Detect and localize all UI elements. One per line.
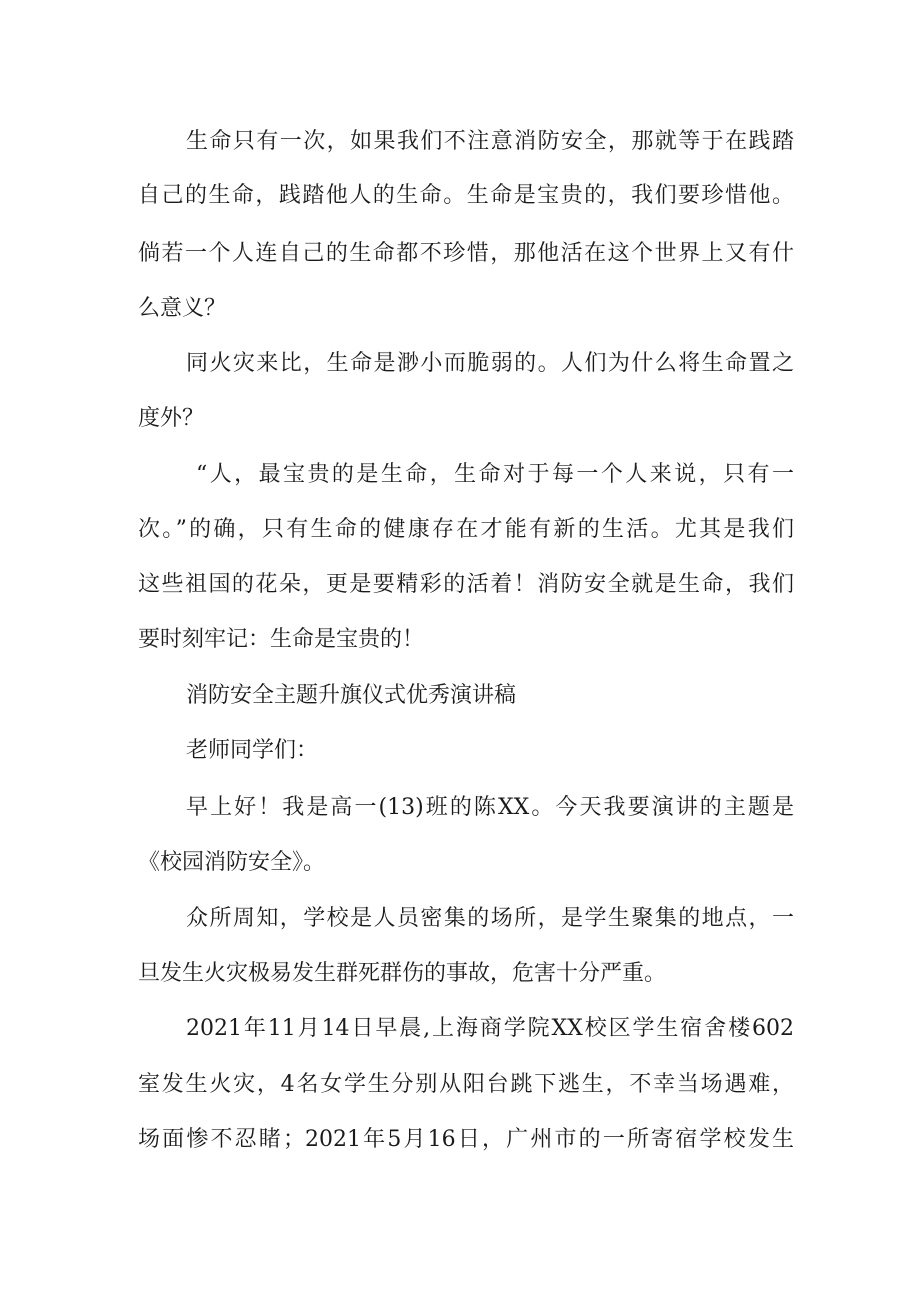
paragraph-3-line-4: 要时刻牢记：生命是宝贵的！ (138, 627, 425, 652)
paragraph-6-line-2: 《校园消防安全》。 (138, 850, 326, 875)
paragraph-1-line-3: 倘若一个人连自己的生命都不珍惜，那他活在这个世界上又有什 (138, 241, 794, 266)
paragraph-1-line-1: 生命只有一次，如果我们不注意消防安全，那就等于在践踏 (186, 129, 794, 154)
paragraph-8-line-2: 室发生火灾，4名女学生分别从阳台跳下逃生，不幸当场遇难， (138, 1072, 794, 1097)
paragraph-1-line-4: 么意义？ (138, 296, 227, 321)
paragraph-6-line-1: 早上好！我是高一(13)班的陈XX。今天我要演讲的主题是 (186, 795, 794, 820)
paragraph-3-line-2: 次。”的确，只有生命的健康存在才能有新的生活。尤其是我们 (138, 517, 794, 542)
paragraph-8-line-1: 2021年11月14日早晨,上海商学院XX校区学生宿舍楼602 (186, 1016, 794, 1041)
paragraph-7-line-1: 众所周知，学校是人员密集的场所，是学生聚集的地点，一 (186, 906, 794, 931)
paragraph-2-line-1: 同火灾来比，生命是渺小而脆弱的。人们为什么将生命置之 (186, 351, 794, 376)
salutation: 老师同学们： (186, 738, 319, 763)
paragraph-3-line-1: “人，最宝贵的是生命，生命对于每一个人来说，只有一 (196, 462, 794, 487)
paragraph-1-line-2: 自己的生命，践踏他人的生命。生命是宝贵的，我们要珍惜他。 (138, 183, 794, 208)
paragraph-7-line-2: 旦发生火灾极易发生群死群伤的事故，危害十分严重。 (138, 961, 667, 986)
paragraph-2-line-2: 度外？ (138, 406, 205, 431)
paragraph-3-line-3: 这些祖国的花朵，更是要精彩的活着！消防安全就是生命，我们 (138, 572, 794, 597)
paragraph-8-line-3: 场面惨不忍睹；2021年5月16日，广州市的一所寄宿学校发生 (138, 1127, 794, 1152)
section-title: 消防安全主题升旗仪式优秀演讲稿 (186, 683, 517, 708)
